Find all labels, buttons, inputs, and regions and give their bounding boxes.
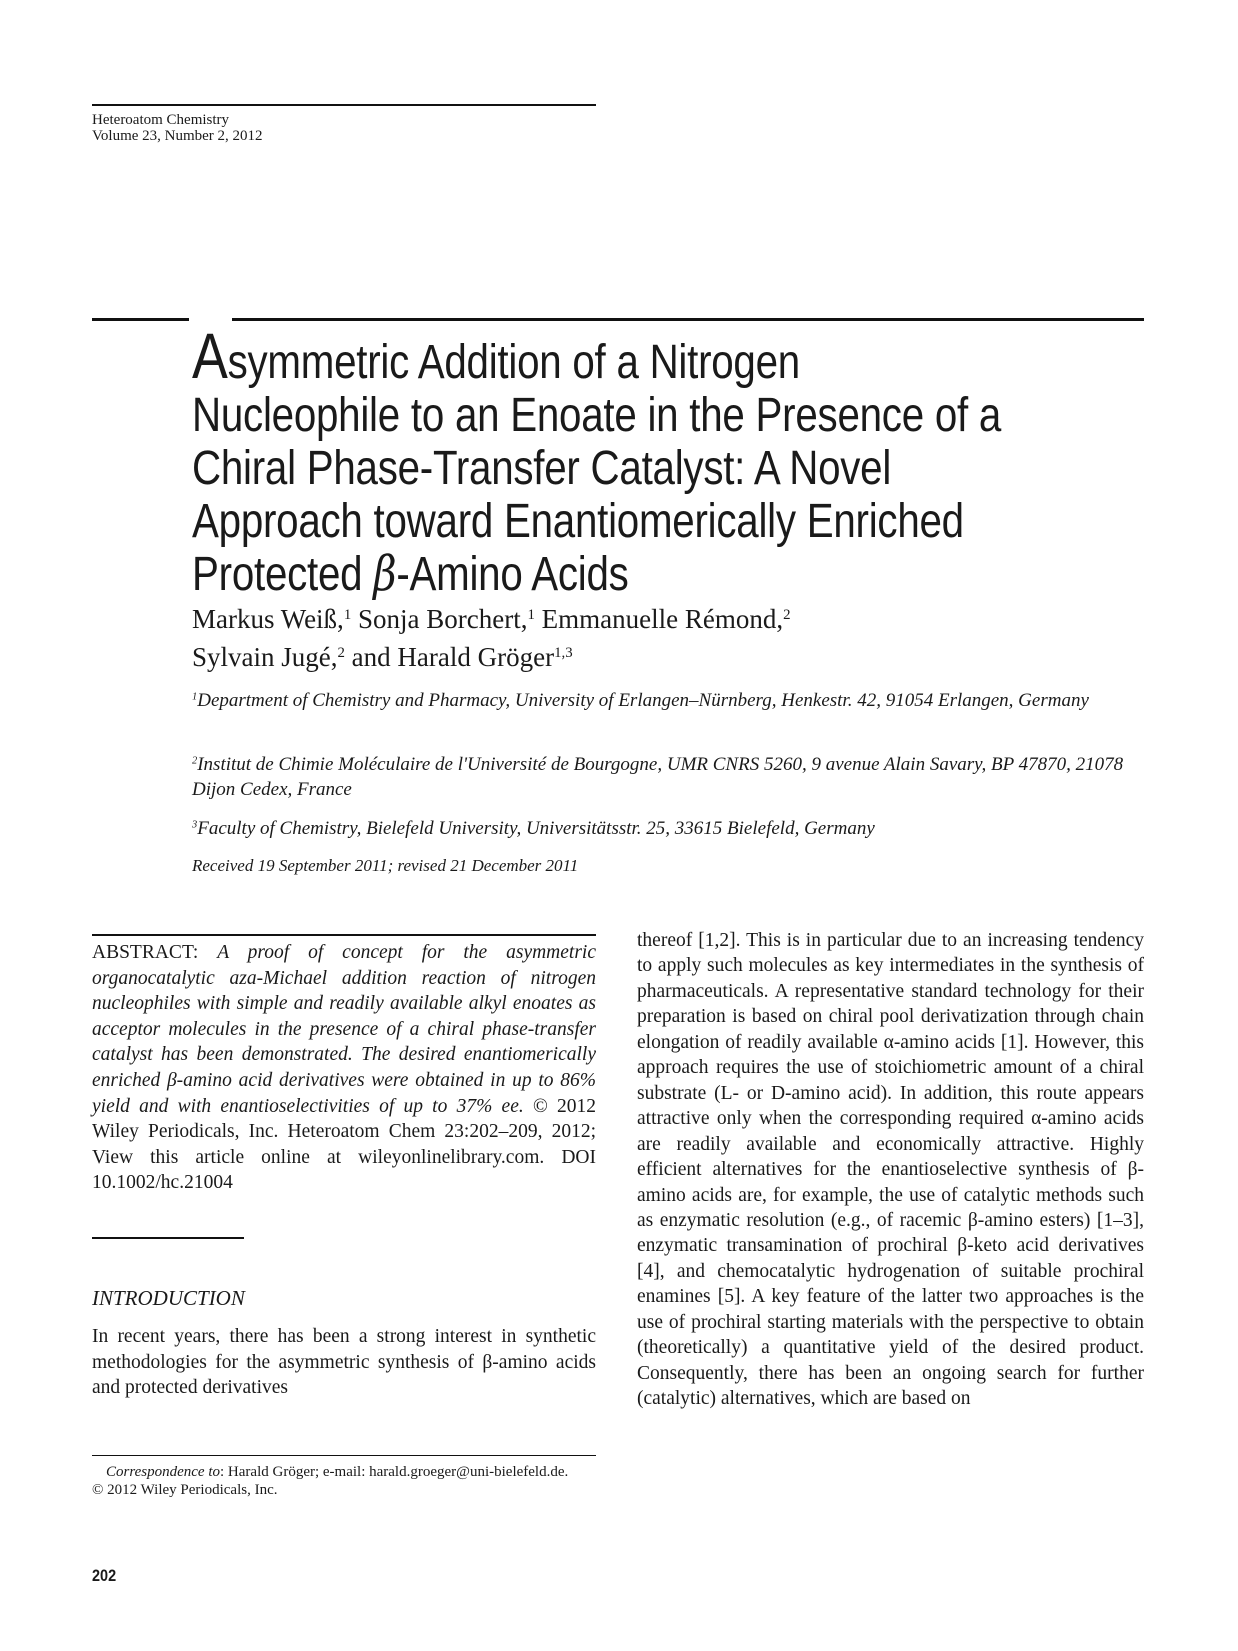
journal-header (92, 104, 596, 144)
author-line-1 (192, 600, 1142, 638)
title-line-2: Nucleophile to an Enoate in the Presence of a (192, 389, 1002, 442)
affiliation-text: Department of Chemistry and Pharmacy, University of Erlangen–Nürnberg, Henkestr. 42, 91054 Erlangen, Germany (197, 690, 1089, 711)
author-affil-mark: 1 (527, 607, 535, 624)
affiliation-mark: 2 (192, 755, 198, 767)
correspondence-note (92, 1463, 596, 1481)
title-rule-left (92, 318, 189, 321)
author-name: Emmanuelle Rémond, (541, 604, 784, 634)
author-name: Sonja Borchert, (357, 604, 528, 634)
journal-name: Heteroatom Chemistry (92, 112, 230, 128)
affiliation-mark: 1 (192, 691, 198, 703)
title-line-5-post: -Amino Acids (396, 548, 629, 601)
author-affil-mark: 1,3 (554, 645, 573, 662)
correspondence-text: : Harald Gröger; e-mail: harald.groeger@uni-bielefeld.de. (220, 1464, 569, 1480)
abstract-body: A proof of concept for the asymmetric organocatalytic aza-Michael addition reaction of nitrogen nucleophiles with simple and readily available alkyl enoates as acceptor molecules in the presence of a chiral phase-transfer catalyst has been demonstrated. The desired enantiomerically enriched β-amino acid derivatives were obtained in up to 86% yield and with enantioselectivities of up to 37% ee. (92, 942, 596, 1117)
title-drop-letter: A (192, 320, 228, 392)
author-affil-mark: 2 (337, 645, 345, 662)
title-line-5-pre: Protected (192, 548, 374, 601)
title-line-4: Approach toward Enantiomerically Enriched (192, 495, 964, 548)
correspondence-label: Correspondence to (106, 1464, 221, 1480)
abstract-rule-top (92, 934, 596, 936)
abstract-publication-info: © 2012 Wiley Periodicals, Inc. Heteroatom Chem 23:202–209, 2012; View this article online at wileyonlinelibrary.com. DOI 10.1002/hc.21004 (92, 1095, 597, 1194)
title-rule-right (232, 318, 1144, 321)
affiliation-mark: 3 (192, 819, 198, 831)
affiliation-text: Faculty of Chemistry, Bielefeld University, Universitätsstr. 25, 33615 Bielefeld, Germany (197, 818, 875, 839)
affiliation-1 (192, 688, 1132, 713)
author-affil-mark: 1 (343, 607, 352, 624)
abstract-rule-bottom (92, 1237, 244, 1239)
author-name: Markus Weiß, (192, 604, 344, 634)
author-affil-mark: 2 (783, 607, 791, 624)
affiliation-text: Institut de Chimie Moléculaire de l'Université de Bourgogne, UMR CNRS 5260, 9 avenue Alain Savary, BP 47870, 21078 Dijon Cedex, France (192, 754, 1124, 800)
abstract-label: ABSTRACT: (92, 942, 199, 963)
body-text-right-column: thereof [1,2]. This is in particular due to an increasing tendency to apply such molecules as key intermediates in the synthesis of pharmaceuticals. A representative standard technology for their preparation is based on chiral pool derivatization through chain elongation of readily available α-amino acids [1]. However, this approach requires the use of stoichiometric amount of a chiral substrate (L- or D-amino acid). In addition, this route appears attractive only when the corresponding required α-amino acids are readily available and economically attractive. Highly efficient alternatives for the enantioselective synthesis of β-amino acids are, for example, the use of catalytic methods such as enzymatic resolution (e.g., of racemic β-amino esters) [1–3], enzymatic transamination of prochiral β-keto acid derivatives [4], and chemocatalytic hydrogenation of suitable prochiral enamines [5]. A key feature of the latter two approaches is the use of prochiral starting materials with the perspective to obtain (theoretically) a quantitative yield of the desired product. Consequently, there has been an ongoing search for further (catalytic) alternatives, which are based on (637, 930, 1144, 1410)
title-greek-beta: β (373, 546, 397, 602)
article-title (192, 320, 1002, 602)
footnote-rule (92, 1455, 596, 1456)
author-list (192, 600, 1142, 676)
page-number: 202 (92, 1566, 117, 1585)
title-line-1 (192, 320, 990, 392)
affiliation-3 (192, 816, 1132, 841)
author-line-2 (192, 638, 1142, 676)
received-dates: Received 19 September 2011; revised 21 December 2011 (192, 856, 579, 875)
author-name: Sylvain Jugé, (192, 642, 338, 672)
title-line-1-text: symmetric Addition of a Nitrogen (227, 336, 800, 389)
title-line-3: Chiral Phase-Transfer Catalyst: A Novel (192, 442, 892, 495)
affiliation-2 (192, 752, 1132, 802)
introduction-paragraph: In recent years, there has been a strong interest in synthetic methodologies for the asymmetric synthesis of β-amino acids and protected derivatives (92, 1326, 596, 1399)
footnote (92, 1463, 596, 1499)
footnote-copyright: © 2012 Wiley Periodicals, Inc. (92, 1482, 278, 1498)
section-heading-introduction: INTRODUCTION (92, 1286, 245, 1310)
author-name: and Harald Gröger (351, 642, 555, 672)
title-line-5 (192, 548, 990, 601)
journal-volume: Volume 23, Number 2, 2012 (92, 128, 263, 144)
abstract (92, 940, 596, 1196)
